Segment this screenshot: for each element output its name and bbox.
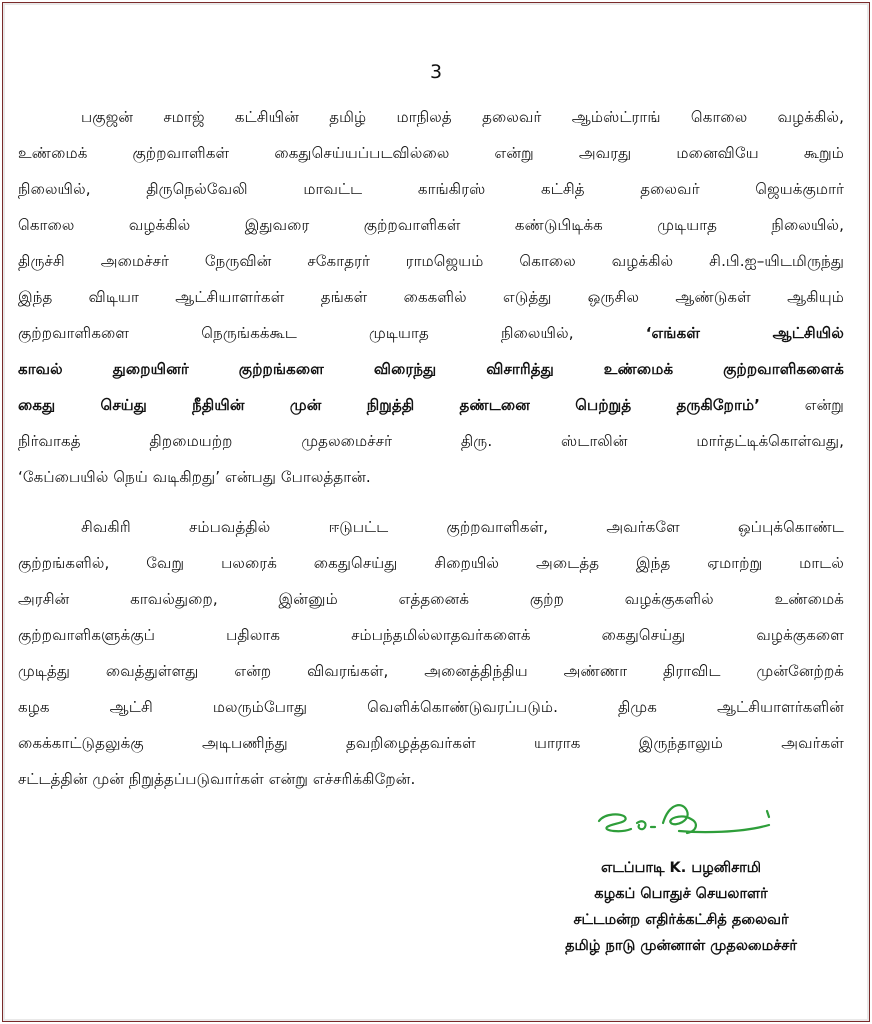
paragraph-2-line: குற்றங்களில், வேறு பலரைக் கைதுசெய்து சிறையில் அடைத்த இந்த ஏமாற்று மாடல் — [18, 554, 844, 572]
paragraph-2-line: அரசின் காவல்துறை, இன்னும் எத்தனைக் குற்ற வழக்குகளில் உண்மைக் — [18, 590, 844, 608]
signatory-title: தமிழ் நாடு முன்னாள் முதலமைச்சர் — [565, 938, 797, 954]
paragraph-2-line: கைக்காட்டுதலுக்கு அடிபணிந்து தவறிழைத்தவர்கள் யாராக இருந்தாலும் அவர்கள் — [18, 734, 844, 752]
page-number: 3 — [429, 61, 443, 83]
quote-bold-text: ‘எங்கள் ஆட்சியில் — [645, 324, 844, 342]
signatory-name: எடப்பாடி K. பழனிசாமி — [600, 860, 762, 876]
handwritten-signature — [591, 793, 791, 853]
paragraph-1-line: திருச்சி அமைச்சர் நேருவின் சகோதரர் ராமஜெயம் கொலை வழக்கில் சி.பி.ஐ–யிடமிருந்து — [18, 252, 844, 270]
paragraph-1-line — [18, 395, 844, 417]
paragraph-1-line — [18, 359, 844, 381]
paragraph-2-line: முடித்து வைத்துள்ளது என்ற விவரங்கள், அனைத்திந்திய அண்ணா திராவிட முன்னேற்றக் — [18, 662, 844, 680]
paragraph-2-line: கழக ஆட்சி மலரும்போது வெளிக்கொண்டுவரப்படும். திமுக ஆட்சியாளர்களின் — [18, 698, 844, 716]
signatory-title: சட்டமன்ற எதிர்க்கட்சித் தலைவர் — [573, 912, 789, 928]
paragraph-2-line: சிவகிரி சம்பவத்தில் ஈடுபட்ட குற்றவாளிகள், அவர்களே ஒப்புக்கொண்ட — [81, 518, 844, 536]
signature-block — [511, 855, 851, 959]
paragraph-2-line: சட்டத்தின் முன் நிறுத்தப்படுவார்கள் என்று எச்சரிக்கிறேன். — [18, 770, 416, 788]
paragraph-2-line: குற்றவாளிகளுக்குப் பதிலாக சம்பந்தமில்லாதவர்களைக் கைதுசெய்து வழக்குகளை — [18, 626, 844, 644]
paragraph-1-line: ‘கேப்பையில் நெய் வடிகிறது’ என்பது போலத்தான். — [18, 468, 371, 486]
paragraph-1-line: நிர்வாகத் திறமையற்ற முதலமைச்சர் திரு. ஸ்டாலின் மார்தட்டிக்கொள்வது, — [18, 432, 844, 450]
signatory-title: கழகப் பொதுச் செயலாளர் — [594, 886, 768, 902]
paragraph-1-line — [18, 323, 844, 345]
paragraph-1-line: பகுஜன் சமாஜ் கட்சியின் தமிழ் மாநிலத் தலைவர் ஆம்ஸ்ட்ராங் கொலை வழக்கில், — [81, 108, 844, 126]
paragraph-1-line: உண்மைக் குற்றவாளிகள் கைதுசெய்யப்படவில்லை என்று அவரது மனைவியே கூறும் — [18, 144, 844, 162]
line-text: என்று — [804, 396, 844, 414]
document-page — [2, 2, 870, 1022]
line-text: குற்றவாளிகளை நெருங்கக்கூட முடியாத நிலையில், — [18, 324, 574, 342]
paragraph-1-line: நிலையில், திருநெல்வேலி மாவட்ட காங்கிரஸ் கட்சித் தலைவர் ஜெயக்குமார் — [18, 180, 844, 198]
paragraph-1-line: கொலை வழக்கில் இதுவரை குற்றவாளிகள் கண்டுபிடிக்க முடியாத நிலையில், — [18, 216, 844, 234]
paragraph-1-line: இந்த விடியா ஆட்சியாளர்கள் தங்கள் கைகளில் எடுத்து ஒருசில ஆண்டுகள் ஆகியும் — [18, 288, 844, 306]
quote-bold-text: காவல் துறையினர் குற்றங்களை விரைந்து விசாரித்து உண்மைக் குற்றவாளிகளைக் — [18, 360, 844, 378]
quote-bold-text: கைது செய்து நீதியின் முன் நிறுத்தி தண்டனை பெற்றுத் தருகிறோம்’ — [18, 396, 760, 414]
